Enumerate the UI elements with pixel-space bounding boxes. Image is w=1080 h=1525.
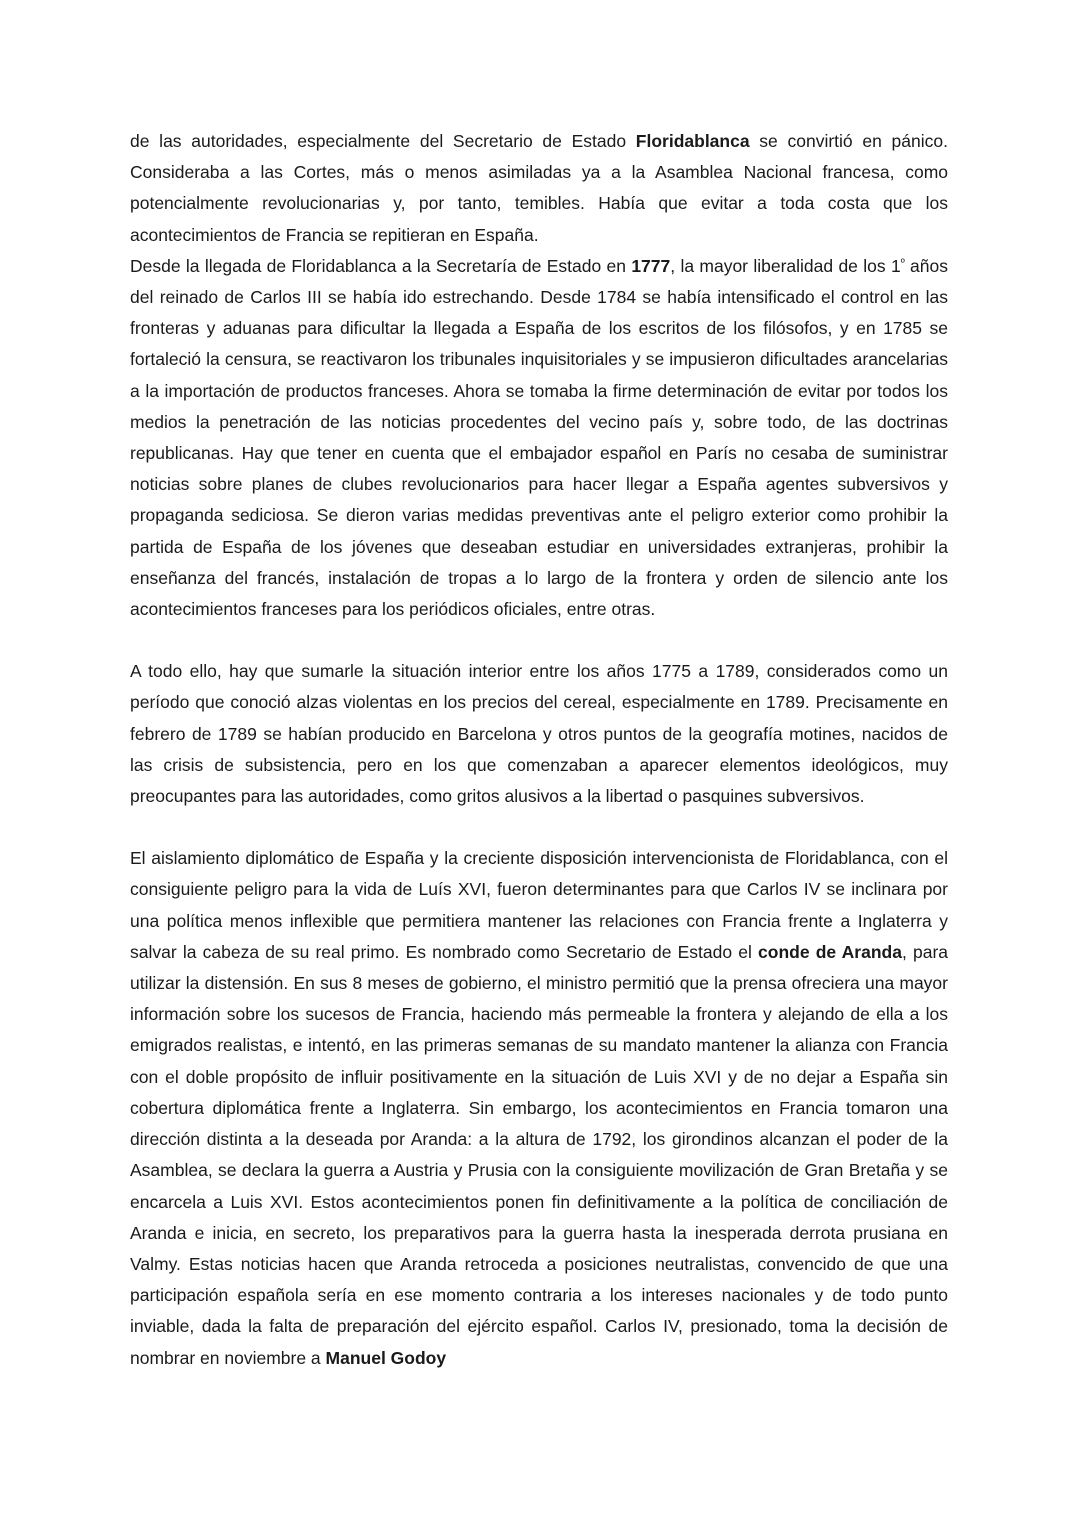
text-run: A todo ello, hay que sumarle la situación interior entre los años 1775 a 1789, considerados como un período que conoció alzas violentas en los precios del cereal, especialmente en 1789. Precisamente en febrero de 1789 se habían producido en Barcelona y otros puntos de la geografía motines, nacidos de las crisis de subsistencia, pero en los que comenzaban a aparecer elementos ideológicos, muy preocupantes para las autoridades, como gritos alusivos a la libertad o pasquines subversivos. xyxy=(130,661,948,807)
document-page xyxy=(130,126,948,1374)
paragraph-control-measures xyxy=(130,251,948,625)
text-run: El aislamiento diplomático de España y la creciente disposición intervencionista de Floridablanca, con el consiguiente peligro para la vida de Luís XVI, fueron determinantes para que Carlos IV se inclinara por una política menos inflexible que permitiera mantener las relaciones con Francia frente a Inglaterra y salvar la cabeza de su real primo. Es nombrado como Secretario de Estado el xyxy=(130,848,948,962)
paragraph-diplomatic-isolation xyxy=(130,843,948,1373)
text-run: años del reinado de Carlos III se había ido estrechando. Desde 1784 se había intensificado el control en las fronteras y aduanas para dificultar la llegada a España de los escritos de los filósofos, y en 1785 se fortaleció la censura, se reactivaron los tribunales inquisitoriales y se impusieron dificultades arancelarias a la importación de productos franceses. Ahora se tomaba la firme determinación de evitar por todos los medios la penetración de las noticias procedentes del vecino país y, sobre todo, de las doctrinas republicanas. Hay que tener en cuenta que el embajador español en París no cesaba de suministrar noticias sobre planes de clubes revolucionarios para hacer llegar a España agentes subversivos y propaganda sediciosa. Se dieron varias medidas preventivas ante el peligro exterior como prohibir la partida de España de los jóvenes que deseaban estudiar en universidades extranjeras, prohibir la enseñanza del francés, instalación de tropas a lo largo de la frontera y orden de silencio ante los acontecimientos franceses para los periódicos oficiales, entre otras. xyxy=(130,255,948,620)
bold-term-floridablanca: Floridablanca xyxy=(635,131,750,151)
bold-term-conde-de-aranda: conde de Aranda xyxy=(758,941,902,962)
text-run: se convirtió en pánico. Consideraba a las Cortes, más o menos asimiladas ya a la Asamblea Nacional francesa, como potencialmente revolucionarias y, por tanto, temibles. Había que evitar a toda costa que los acontecimientos de Francia se repitieran en España. xyxy=(130,131,948,245)
text-run: Desde la llegada de Floridablanca a la Secretaría de Estado en xyxy=(130,255,632,276)
bold-term-1777: 1777 xyxy=(631,255,671,276)
text-run: , para utilizar la distensión. En sus 8 meses de gobierno, el ministro permitió que la prensa ofreciera una mayor información sobre los sucesos de Francia, haciendo más permeable la frontera y alejando de ella a los emigrados realistas, e intentó, en las primeras semanas de su mandato mantener la alianza con Francia con el doble propósito de influir positivamente en la situación de Luis XVI y de no dejar a España sin cobertura diplomática frente a Inglaterra. Sin embargo, los acontecimientos en Francia tomaron una dirección distinta a la deseada por Aranda: a la altura de 1792, los girondinos alcanzan el poder de la Asamblea, se declara la guerra a Austria y Prusia con la consiguiente movilización de Gran Bretaña y se encarcela a Luis XVI. Estos acontecimientos ponen fin definitivamente a la política de conciliación de Aranda e inicia, en secreto, los preparativos para la guerra hasta la inesperada derrota prusiana en Valmy. Estas noticias hacen que Aranda retroceda a posiciones neutralistas, convencido de que una participación española sería en ese momento contraria a los intereses nacionales y de todo punto inviable, dada la falta de preparación del ejército español. Carlos IV, presionado, toma la decisión de nombrar en noviembre a xyxy=(130,941,948,1368)
paragraph-interior-situation xyxy=(130,656,948,812)
text-run: de las autoridades, especialmente del Secretario de Estado xyxy=(130,131,636,151)
paragraph-floridablanca-panic xyxy=(130,126,948,251)
text-run: , la mayor liberalidad de los 1 xyxy=(670,255,901,276)
ordinal-superscript: º xyxy=(900,256,905,269)
bold-term-manuel-godoy: Manuel Godoy xyxy=(325,1347,447,1368)
